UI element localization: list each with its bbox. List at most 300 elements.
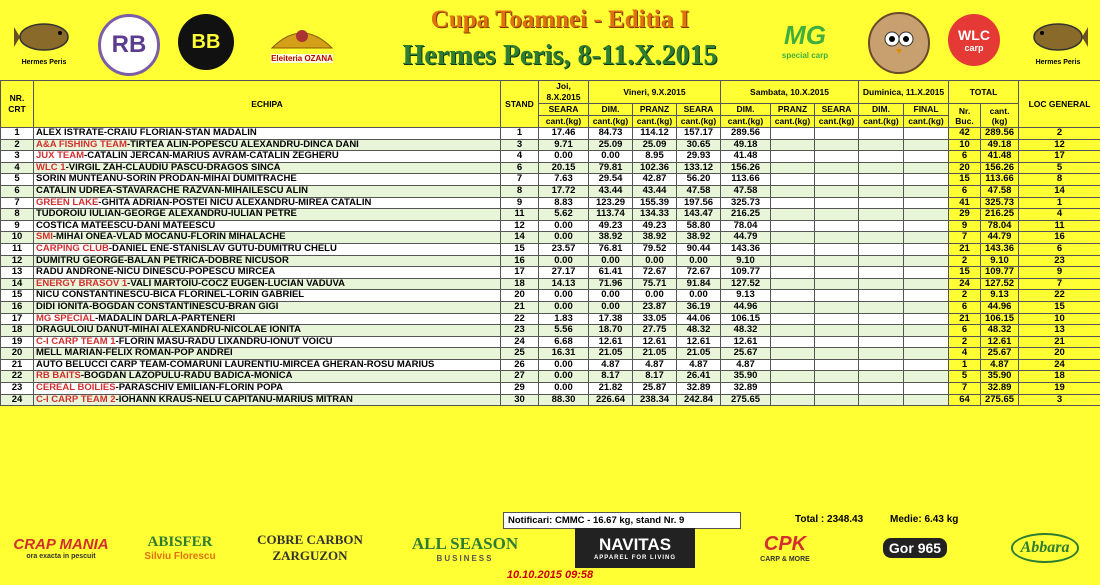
cell-sd: 32.89: [721, 383, 771, 395]
header-vineri: Vineri, 9.X.2015: [589, 81, 721, 104]
header-sambata-seara: SEARA: [815, 104, 859, 116]
cell-loc: 3: [1019, 394, 1100, 406]
cell-vd: 43.44: [589, 185, 633, 197]
cell-vs: 4.87: [677, 359, 721, 371]
team-members: -VALI MARTOIU-COCZ EUGEN-LUCIAN VADUVA: [127, 278, 345, 289]
hermes-logo-left: Hermes Peris: [8, 8, 80, 72]
cell-buc: 7: [949, 232, 981, 244]
team-cell: [34, 301, 501, 313]
cell-vp: 33.05: [633, 313, 677, 325]
header-cant: cant.(kg): [771, 116, 815, 128]
cell-cant: 127.52: [981, 278, 1019, 290]
table-row: [1, 394, 1100, 406]
cell-dd: [859, 383, 904, 395]
cell-df: [904, 243, 949, 255]
cell-loc: 9: [1019, 267, 1100, 279]
cell-j: 17.46: [539, 128, 589, 140]
header-joi: Joi, 8.X.2015: [539, 81, 589, 104]
cell-ss: [815, 267, 859, 279]
cell-vd: 84.73: [589, 128, 633, 140]
cell-vs: 38.92: [677, 232, 721, 244]
cell-stand: 7: [501, 174, 539, 186]
cell-loc: 5: [1019, 162, 1100, 174]
cell-vs: 0.00: [677, 290, 721, 302]
cell-loc: 17: [1019, 151, 1100, 163]
cell-stand: 27: [501, 371, 539, 383]
cell-cant: 156.26: [981, 162, 1019, 174]
team-members: MELL MARIAN-FELIX ROMAN-POP ANDREI: [36, 347, 233, 359]
cell-loc: 20: [1019, 348, 1100, 360]
cell-j: 1.83: [539, 313, 589, 325]
sponsors-bar: [0, 528, 1100, 568]
team-name: MG SPECIAL: [36, 313, 96, 324]
cell-cant: 109.77: [981, 267, 1019, 279]
cell-loc: 16: [1019, 232, 1100, 244]
cell-stand: 11: [501, 209, 539, 221]
cell-cant: 289.56: [981, 128, 1019, 140]
cell-vs: 0.00: [677, 255, 721, 267]
team-cell: [34, 128, 501, 140]
cell-vd: 29.54: [589, 174, 633, 186]
table-row: [1, 371, 1100, 383]
table-row: [1, 128, 1100, 140]
cell-cant: 12.61: [981, 336, 1019, 348]
cell-ss: [815, 325, 859, 337]
cell-ss: [815, 185, 859, 197]
cell-vp: 25.87: [633, 383, 677, 395]
cell-dd: [859, 336, 904, 348]
header-cant: cant.(kg): [539, 116, 589, 128]
cell-j: 9.71: [539, 139, 589, 151]
cell-cant: 25.67: [981, 348, 1019, 360]
cell-nr: 22: [1, 371, 34, 383]
cell-sd: 49.18: [721, 139, 771, 151]
cell-cant: 48.32: [981, 325, 1019, 337]
ozana-graphic-icon: [267, 18, 337, 54]
cell-buc: 2: [949, 255, 981, 267]
cell-df: [904, 371, 949, 383]
cell-dd: [859, 325, 904, 337]
header-vineri-pranz: PRANZ: [633, 104, 677, 116]
cell-stand: 29: [501, 383, 539, 395]
team-cell: [34, 394, 501, 406]
cell-vp: 8.95: [633, 151, 677, 163]
table-row: [1, 255, 1100, 267]
cell-vs: 242.84: [677, 394, 721, 406]
cell-buc: 6: [949, 301, 981, 313]
cell-nr: 23: [1, 383, 34, 395]
cell-df: [904, 151, 949, 163]
team-name: WLC 1: [36, 162, 66, 173]
cell-df: [904, 267, 949, 279]
cell-vp: 134.33: [633, 209, 677, 221]
cell-nr: 14: [1, 278, 34, 290]
mg-logo: MG special carp: [781, 20, 829, 60]
cell-vd: 18.70: [589, 325, 633, 337]
team-cell: [34, 359, 501, 371]
table-row: [1, 267, 1100, 279]
cell-sp: [771, 139, 815, 151]
cell-sd: 143.36: [721, 243, 771, 255]
cell-sp: [771, 255, 815, 267]
wlc-logo: WLC carp: [948, 14, 1000, 66]
cell-sd: 78.04: [721, 220, 771, 232]
grand-total: Total : 2348.43: [795, 514, 864, 525]
cell-df: [904, 313, 949, 325]
timestamp: 10.10.2015 09:58: [506, 569, 594, 581]
cell-sp: [771, 359, 815, 371]
results-table: [0, 80, 1100, 406]
cell-buc: 6: [949, 185, 981, 197]
cell-dd: [859, 243, 904, 255]
cell-cant: 41.48: [981, 151, 1019, 163]
cell-ss: [815, 220, 859, 232]
team-members: DUMITRU GEORGE-BALAN PETRICA-DOBRE NICUSOR: [36, 255, 289, 266]
cell-loc: 4: [1019, 209, 1100, 221]
cell-vd: 8.17: [589, 371, 633, 383]
cell-vd: 21.05: [589, 348, 633, 360]
footer-bar: [0, 512, 1100, 529]
cell-nr: 10: [1, 232, 34, 244]
hermes-logo-right: Hermes Peris: [1022, 8, 1094, 72]
cell-buc: 1: [949, 359, 981, 371]
team-members: RADU ANDRONE-NICU DINESCU-POPESCU MIRCEA: [36, 266, 276, 278]
cell-vs: 26.41: [677, 371, 721, 383]
cell-dd: [859, 255, 904, 267]
cell-cant: 47.58: [981, 185, 1019, 197]
cell-loc: 24: [1019, 359, 1100, 371]
cell-vp: 23.87: [633, 301, 677, 313]
cell-sd: 12.61: [721, 336, 771, 348]
cell-df: [904, 197, 949, 209]
bb-logo: BB: [178, 14, 234, 70]
team-members: -GHITA ADRIAN-POSTEI NICU ALEXANDRU-MIREA CATALIN: [98, 197, 372, 208]
cell-buc: 7: [949, 383, 981, 395]
cell-nr: 7: [1, 197, 34, 209]
cell-vs: 56.20: [677, 174, 721, 186]
cell-j: 0.00: [539, 359, 589, 371]
cell-j: 88.30: [539, 394, 589, 406]
table-row: [1, 151, 1100, 163]
ozana-logo: Eleiteria OZANA: [262, 8, 342, 72]
team-cell: [34, 232, 501, 244]
cell-sp: [771, 267, 815, 279]
table-row: [1, 185, 1100, 197]
cell-vs: 157.17: [677, 128, 721, 140]
cell-df: [904, 359, 949, 371]
rb-logo: RB: [98, 14, 160, 76]
cell-ss: [815, 128, 859, 140]
cell-buc: 2: [949, 336, 981, 348]
cell-stand: 1: [501, 128, 539, 140]
cell-vs: 12.61: [677, 336, 721, 348]
team-cell: [34, 220, 501, 232]
cell-j: 8.83: [539, 197, 589, 209]
header-total: TOTAL: [949, 81, 1019, 104]
cell-sd: 275.65: [721, 394, 771, 406]
cell-ss: [815, 290, 859, 302]
cell-vd: 0.00: [589, 255, 633, 267]
cell-sp: [771, 209, 815, 221]
cell-ss: [815, 255, 859, 267]
cell-ss: [815, 383, 859, 395]
team-name: RB BAITS: [36, 370, 81, 382]
cell-vd: 49.23: [589, 220, 633, 232]
cell-vs: 91.84: [677, 278, 721, 290]
cell-buc: 42: [949, 128, 981, 140]
cell-loc: 19: [1019, 383, 1100, 395]
table-row: [1, 243, 1100, 255]
cell-vp: 155.39: [633, 197, 677, 209]
cell-vp: 49.23: [633, 220, 677, 232]
cell-vp: 0.00: [633, 255, 677, 267]
carp-icon: [14, 15, 74, 59]
team-members: -MIHAI ONEA-VLAD MOCANU-FLORIN MIHALACHE: [52, 231, 286, 243]
cell-stand: 14: [501, 232, 539, 244]
cell-sd: 127.52: [721, 278, 771, 290]
cell-j: 5.56: [539, 325, 589, 337]
cell-df: [904, 255, 949, 267]
notificari: Notificari: CMMC - 16.67 kg, stand Nr. 9: [503, 512, 741, 529]
cell-vd: 76.81: [589, 243, 633, 255]
team-members: DIDI IONITA-BOGDAN CONSTANTINESCU-BRAN GIGI: [36, 301, 279, 312]
cell-sp: [771, 197, 815, 209]
cell-nr: 17: [1, 313, 34, 325]
cell-nr: 15: [1, 290, 34, 302]
header-cant: cant.(kg): [815, 116, 859, 128]
cell-sd: 25.67: [721, 348, 771, 360]
cell-loc: 13: [1019, 325, 1100, 337]
cell-cant: 44.79: [981, 232, 1019, 244]
cell-sd: 48.32: [721, 325, 771, 337]
cell-vd: 113.74: [589, 209, 633, 221]
cell-sp: [771, 278, 815, 290]
header-sambata: Sambata, 10.X.2015: [721, 81, 859, 104]
cell-dd: [859, 290, 904, 302]
title-line-2: Hermes Peris, 8-11.X.2015: [402, 40, 718, 71]
team-members: -VIRGIL ZAH-CLAUDIU PASCU-DRAGOS SINCA: [65, 162, 281, 173]
cell-dd: [859, 139, 904, 151]
cell-sp: [771, 128, 815, 140]
cell-j: 5.62: [539, 209, 589, 221]
header-cant: cant.(kg): [859, 116, 904, 128]
cell-cant: 275.65: [981, 394, 1019, 406]
team-members: AUTO BELUCCI CARP TEAM-COMARUNI LAURENTIU-MIRCEA GHERAN-ROSU MARIUS: [36, 359, 435, 370]
cell-buc: 6: [949, 151, 981, 163]
cell-sp: [771, 325, 815, 337]
table-row: [1, 313, 1100, 325]
cell-sd: 156.26: [721, 162, 771, 174]
cell-loc: 6: [1019, 243, 1100, 255]
cell-vp: 8.17: [633, 371, 677, 383]
cell-df: [904, 394, 949, 406]
cell-ss: [815, 313, 859, 325]
cell-vp: 75.71: [633, 278, 677, 290]
cell-vd: 123.29: [589, 197, 633, 209]
cell-dd: [859, 359, 904, 371]
cell-nr: 4: [1, 162, 34, 174]
team-name: A&A FISHING TEAM: [36, 139, 127, 150]
cell-sp: [771, 301, 815, 313]
cell-loc: 23: [1019, 255, 1100, 267]
cell-df: [904, 220, 949, 232]
cell-dd: [859, 220, 904, 232]
cell-stand: 21: [501, 301, 539, 313]
cell-stand: 17: [501, 267, 539, 279]
cell-loc: 10: [1019, 313, 1100, 325]
cell-j: 0.00: [539, 151, 589, 163]
cell-dd: [859, 348, 904, 360]
team-members: -MADALIN DARLA-PARTENERI: [95, 313, 236, 324]
cell-j: 23.57: [539, 243, 589, 255]
cell-sd: 35.90: [721, 371, 771, 383]
cell-dd: [859, 267, 904, 279]
cell-cant: 325.73: [981, 197, 1019, 209]
team-name: JUX TEAM: [36, 150, 85, 162]
sponsor-gor: Gor 965: [860, 528, 970, 568]
cell-sp: [771, 162, 815, 174]
cell-nr: 2: [1, 139, 34, 151]
header-echipa: ECHIPA: [34, 81, 501, 128]
cell-ss: [815, 209, 859, 221]
team-name: C-I CARP TEAM 1: [36, 336, 116, 347]
cell-j: 17.72: [539, 185, 589, 197]
team-cell: [34, 255, 501, 267]
team-members: -TIRTEA ALIN-POPESCU ALEXANDRU-DINCA DANI: [126, 139, 359, 150]
cell-ss: [815, 232, 859, 244]
cell-cant: 35.90: [981, 371, 1019, 383]
team-cell: [34, 383, 501, 395]
team-cell: [34, 139, 501, 151]
cell-vd: 25.09: [589, 139, 633, 151]
cell-sp: [771, 383, 815, 395]
cell-vp: 25.09: [633, 139, 677, 151]
cell-j: 27.17: [539, 267, 589, 279]
cell-buc: 9: [949, 220, 981, 232]
cell-stand: 25: [501, 348, 539, 360]
header-total-cant: cant.(kg): [981, 104, 1019, 128]
cell-cant: 113.66: [981, 174, 1019, 186]
cell-sp: [771, 313, 815, 325]
header-stand: STAND: [501, 81, 539, 128]
team-cell: [34, 371, 501, 383]
cell-loc: 8: [1019, 174, 1100, 186]
table-row: [1, 383, 1100, 395]
cell-dd: [859, 162, 904, 174]
team-members: DRAGULOIU DANUT-MIHAI ALEXANDRU-NICOLAE IONITA: [36, 324, 301, 336]
cell-ss: [815, 359, 859, 371]
cell-df: [904, 301, 949, 313]
cell-vs: 133.12: [677, 162, 721, 174]
sponsor-cpk: CPK CARP & MORE: [760, 533, 810, 563]
header-joi-seara: SEARA: [539, 104, 589, 116]
header-nr-buc: Nr. Buc.: [949, 104, 981, 128]
cell-sp: [771, 371, 815, 383]
team-members: COSTICA MATEESCU-DANI MATEESCU: [36, 220, 216, 231]
cell-vp: 42.87: [633, 174, 677, 186]
cell-j: 16.31: [539, 348, 589, 360]
cell-cant: 106.15: [981, 313, 1019, 325]
cell-ss: [815, 278, 859, 290]
cell-sd: 9.10: [721, 255, 771, 267]
header-duminica: Duminica, 11.X.2015: [859, 81, 949, 104]
cell-sp: [771, 394, 815, 406]
table-row: [1, 209, 1100, 221]
header-loc: LOC GENERAL: [1019, 81, 1100, 128]
table-row: [1, 232, 1100, 244]
cell-buc: 21: [949, 243, 981, 255]
cell-j: 0.00: [539, 255, 589, 267]
header-cant: cant.(kg): [633, 116, 677, 128]
cell-vp: 4.87: [633, 359, 677, 371]
cell-nr: 16: [1, 301, 34, 313]
cell-nr: 21: [1, 359, 34, 371]
cell-stand: 22: [501, 313, 539, 325]
cell-cant: 4.87: [981, 359, 1019, 371]
sponsor-navitas: NAVITAS APPAREL FOR LIVING: [575, 528, 695, 568]
team-members: SORIN MUNTEANU-SORIN PRODAN-MIHAI DUMITRACHE: [36, 173, 297, 185]
header-sambata-dim: DIM.: [721, 104, 771, 116]
cell-buc: 21: [949, 313, 981, 325]
cell-nr: 18: [1, 325, 34, 337]
cell-vs: 90.44: [677, 243, 721, 255]
owl-icon: [879, 23, 919, 63]
cell-vs: 44.06: [677, 313, 721, 325]
average: Medie: 6.43 kg: [890, 514, 959, 525]
team-members: CATALIN UDREA-STAVARACHE RAZVAN-MIHAILESCU ALIN: [36, 185, 308, 196]
table-row: [1, 197, 1100, 209]
header-cant: cant.(kg): [904, 116, 949, 128]
header-vineri-seara: SEARA: [677, 104, 721, 116]
cell-ss: [815, 139, 859, 151]
cell-ss: [815, 301, 859, 313]
cell-sd: 41.48: [721, 151, 771, 163]
cell-loc: 7: [1019, 278, 1100, 290]
cell-j: 0.00: [539, 232, 589, 244]
cell-vd: 21.82: [589, 383, 633, 395]
cell-dd: [859, 371, 904, 383]
team-cell: [34, 151, 501, 163]
cell-sd: 106.15: [721, 313, 771, 325]
cell-vd: 0.00: [589, 301, 633, 313]
cell-j: 20.15: [539, 162, 589, 174]
cell-j: 0.00: [539, 301, 589, 313]
table-row: [1, 174, 1100, 186]
cell-ss: [815, 174, 859, 186]
cell-nr: 20: [1, 348, 34, 360]
table-row: [1, 325, 1100, 337]
team-cell: [34, 267, 501, 279]
cell-nr: 11: [1, 243, 34, 255]
sponsor-cobre: COBRE CARBON ZARGUZON: [257, 532, 363, 563]
cell-loc: 1: [1019, 197, 1100, 209]
cell-df: [904, 174, 949, 186]
header-cant: cant.(kg): [677, 116, 721, 128]
table-row: [1, 290, 1100, 302]
table-row: [1, 220, 1100, 232]
cell-sp: [771, 174, 815, 186]
header-cant: cant.(kg): [589, 116, 633, 128]
cell-buc: 15: [949, 174, 981, 186]
cell-nr: 12: [1, 255, 34, 267]
cell-sd: 216.25: [721, 209, 771, 221]
team-cell: [34, 197, 501, 209]
cell-cant: 216.25: [981, 209, 1019, 221]
cell-vp: 12.61: [633, 336, 677, 348]
cell-df: [904, 278, 949, 290]
team-name: CEREAL BOILIES: [36, 382, 116, 394]
cell-sd: 9.13: [721, 290, 771, 302]
